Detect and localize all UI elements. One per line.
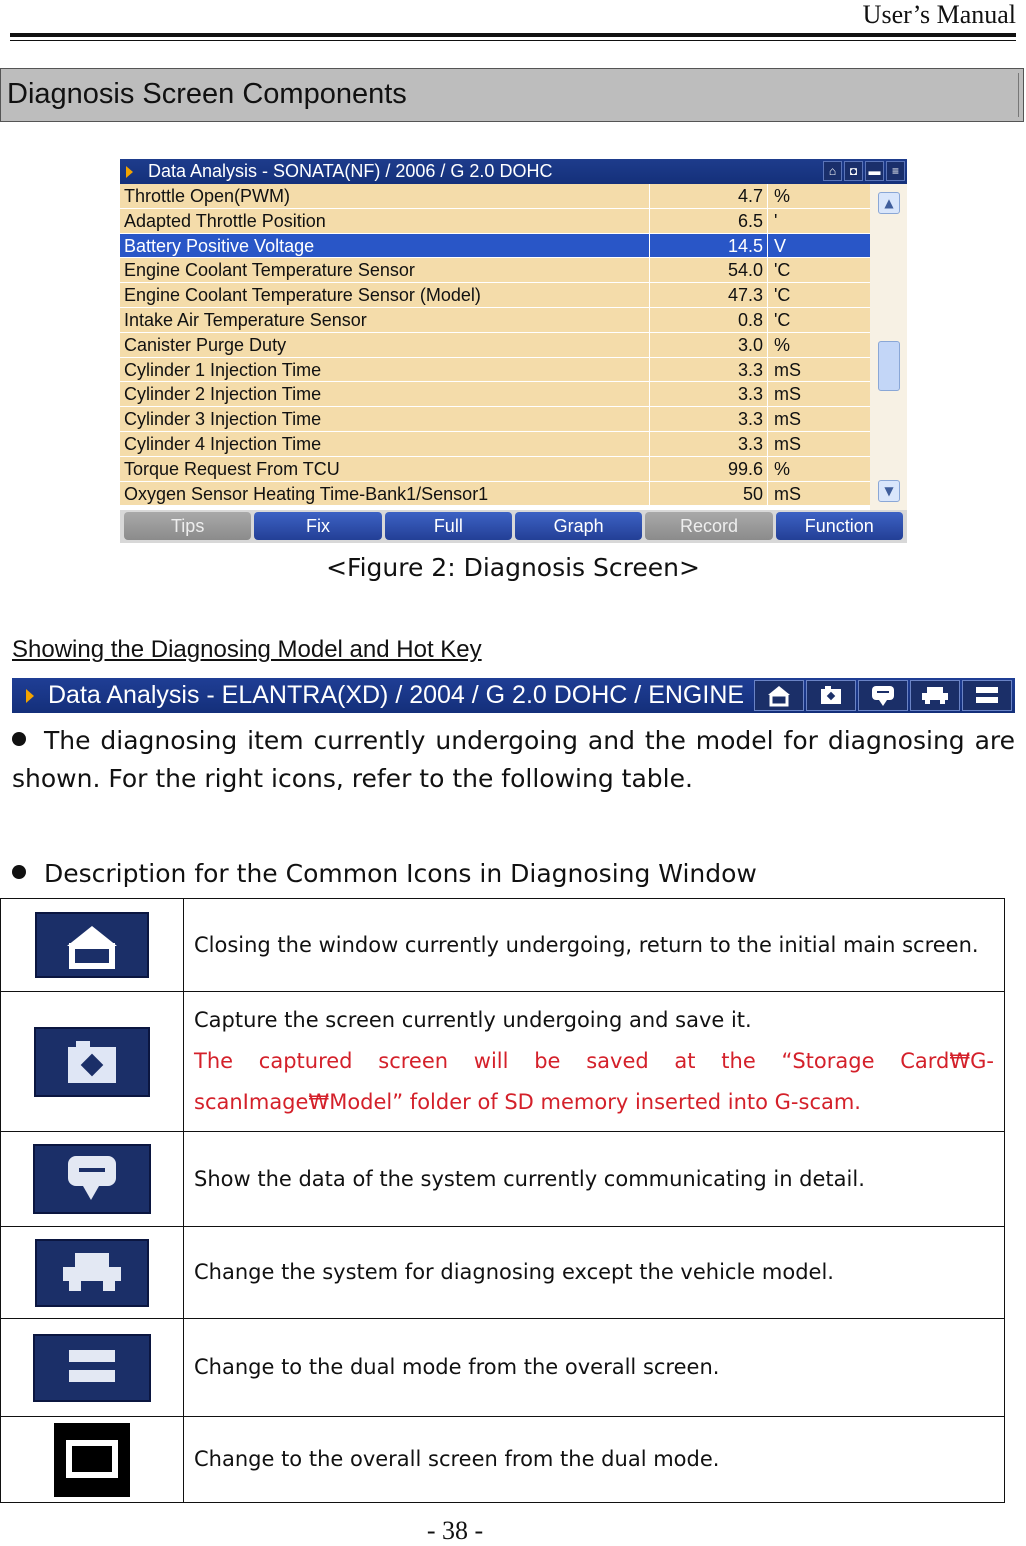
item-name-cell: Cylinder 1 Injection Time xyxy=(120,358,650,383)
icon-description-table xyxy=(0,898,1005,1503)
table-row[interactable] xyxy=(120,283,870,308)
full-screen-icon xyxy=(54,1423,130,1497)
tips-button[interactable]: Tips xyxy=(124,512,251,540)
table-row[interactable] xyxy=(120,308,870,333)
item-unit-cell: % xyxy=(768,184,870,209)
full-button[interactable]: Full xyxy=(385,512,512,540)
item-name-cell: Torque Request From TCU xyxy=(120,457,650,482)
item-name-cell: Cylinder 4 Injection Time xyxy=(120,432,650,457)
item-unit-cell: 'C xyxy=(768,258,870,283)
camera-icon[interactable]: ◘ xyxy=(844,161,863,181)
table-row xyxy=(1,1319,1005,1417)
table-row[interactable] xyxy=(120,209,870,234)
figure-title-bar xyxy=(120,159,907,184)
car-icon[interactable] xyxy=(910,680,960,711)
table-row xyxy=(1,1227,1005,1319)
item-value-cell: 6.5 xyxy=(650,209,768,234)
dual-mode-icon[interactable]: ≡ xyxy=(886,161,905,181)
item-name-cell: Cylinder 3 Injection Time xyxy=(120,407,650,432)
table-row[interactable] xyxy=(120,333,870,358)
item-name-cell: Battery Positive Voltage xyxy=(120,234,650,259)
item-value-cell: 3.3 xyxy=(650,432,768,457)
bullet-icon xyxy=(12,732,26,746)
table-row[interactable] xyxy=(120,432,870,457)
item-name-cell: Adapted Throttle Position xyxy=(120,209,650,234)
item-name-cell: Intake Air Temperature Sensor xyxy=(120,308,650,333)
page-number: - 38 - xyxy=(426,1516,484,1545)
item-value-cell: 14.5 xyxy=(650,234,768,259)
item-value-cell: 4.7 xyxy=(650,184,768,209)
item-value-cell: 99.6 xyxy=(650,457,768,482)
system-change-description: Change the system for diagnosing except the vehicle model. xyxy=(194,1260,834,1284)
section-title xyxy=(0,68,1024,122)
item-name-cell: Throttle Open(PWM) xyxy=(120,184,650,209)
hotkey-bar-title: Data Analysis - ELANTRA(XD) / 2004 / G 2.0 DOHC / ENGINE xyxy=(48,681,745,709)
section-title-text: Diagnosis Screen Components xyxy=(7,78,407,110)
bullet-icon xyxy=(12,865,26,879)
camera-icon[interactable] xyxy=(806,680,856,711)
camera-icon xyxy=(34,1027,150,1097)
detail-description: Show the data of the system currently communicating in detail. xyxy=(194,1166,865,1191)
table-row[interactable] xyxy=(120,382,870,407)
home-icon[interactable] xyxy=(754,680,804,711)
item-name-cell: Cylinder 2 Injection Time xyxy=(120,382,650,407)
dual-mode-icon[interactable] xyxy=(962,680,1012,711)
item-unit-cell: mS xyxy=(768,407,870,432)
item-value-cell: 54.0 xyxy=(650,258,768,283)
graph-button[interactable]: Graph xyxy=(515,512,642,540)
function-button[interactable]: Function xyxy=(776,512,903,540)
item-value-cell: 47.3 xyxy=(650,283,768,308)
item-value-cell: 50 xyxy=(650,482,768,507)
icons-description-heading: Description for the Common Icons in Diagnosing Window xyxy=(12,855,1015,893)
table-row[interactable] xyxy=(120,184,870,209)
description-paragraph: The diagnosing item currently undergoing and the model for diagnosing are shown. For the right icons, refer to the following table. xyxy=(12,726,1015,793)
table-row[interactable] xyxy=(120,358,870,383)
table-row[interactable] xyxy=(120,234,870,259)
header-rule-thin xyxy=(10,40,1016,41)
item-unit-cell: mS xyxy=(768,482,870,507)
speech-bubble-icon xyxy=(33,1144,151,1214)
car-icon xyxy=(35,1239,149,1307)
function-button-bar xyxy=(120,510,907,543)
dual-mode-description: Change to the dual mode from the overall screen. xyxy=(194,1355,720,1379)
camera-description-note: The captured screen will be saved at the “Storage Card₩G-scanImage₩Model” folder of SD memory inserted into G-scam. xyxy=(194,1049,994,1114)
item-name-cell: Canister Purge Duty xyxy=(120,333,650,358)
table-row xyxy=(1,1417,1005,1503)
hotkey-title-bar xyxy=(12,678,1015,713)
document-header-title: User’s Manual xyxy=(862,0,1016,29)
item-unit-cell: % xyxy=(768,333,870,358)
data-list xyxy=(120,184,870,506)
home-icon xyxy=(35,912,149,978)
header-rule xyxy=(10,33,1016,37)
title-arrow-icon xyxy=(126,166,133,178)
title-arrow-icon xyxy=(26,689,34,703)
item-value-cell: 3.0 xyxy=(650,333,768,358)
home-icon[interactable]: ⌂ xyxy=(823,161,842,181)
table-row[interactable] xyxy=(120,258,870,283)
figure-title-text: Data Analysis - SONATA(NF) / 2006 / G 2.0 DOHC xyxy=(148,161,553,181)
record-button[interactable]: Record xyxy=(645,512,772,540)
item-unit-cell: 'C xyxy=(768,283,870,308)
dual-mode-icon xyxy=(33,1334,151,1402)
scrollbar[interactable] xyxy=(870,184,907,510)
car-icon[interactable]: ▬ xyxy=(865,161,884,181)
table-row xyxy=(1,992,1005,1132)
item-name-cell: Engine Coolant Temperature Sensor (Model) xyxy=(120,283,650,308)
home-description: Closing the window currently undergoing, return to the initial main screen. xyxy=(194,932,979,957)
scroll-down-icon[interactable]: ▼ xyxy=(878,480,900,502)
item-value-cell: 0.8 xyxy=(650,308,768,333)
item-name-cell: Oxygen Sensor Heating Time-Bank1/Sensor1 xyxy=(120,482,650,507)
item-unit-cell: mS xyxy=(768,358,870,383)
full-screen-description: Change to the overall screen from the dual mode. xyxy=(194,1447,720,1471)
item-unit-cell: mS xyxy=(768,382,870,407)
camera-description: Capture the screen currently undergoing and save it. xyxy=(194,1008,752,1032)
item-unit-cell: V xyxy=(768,234,870,259)
item-value-cell: 3.3 xyxy=(650,407,768,432)
table-row[interactable] xyxy=(120,457,870,482)
item-unit-cell: % xyxy=(768,457,870,482)
table-row xyxy=(1,899,1005,992)
scroll-thumb[interactable] xyxy=(878,341,900,391)
hotkey-icons xyxy=(754,680,1012,711)
item-unit-cell: mS xyxy=(768,432,870,457)
item-value-cell: 3.3 xyxy=(650,358,768,383)
item-unit-cell: 'C xyxy=(768,308,870,333)
item-name-cell: Engine Coolant Temperature Sensor xyxy=(120,258,650,283)
table-row[interactable] xyxy=(120,482,870,507)
scroll-up-icon[interactable]: ▲ xyxy=(878,192,900,214)
speech-bubble-icon[interactable] xyxy=(858,680,908,711)
table-row[interactable] xyxy=(120,407,870,432)
diagnosis-screen-figure xyxy=(120,159,907,543)
item-value-cell: 3.3 xyxy=(650,382,768,407)
figure-caption: <Figure 2: Diagnosis Screen> xyxy=(326,553,700,582)
subsection-heading: Showing the Diagnosing Model and Hot Key xyxy=(12,636,482,663)
fix-button[interactable]: Fix xyxy=(254,512,381,540)
figure-hotkey-icons xyxy=(823,161,905,181)
table-row xyxy=(1,1132,1005,1227)
item-unit-cell: ' xyxy=(768,209,870,234)
